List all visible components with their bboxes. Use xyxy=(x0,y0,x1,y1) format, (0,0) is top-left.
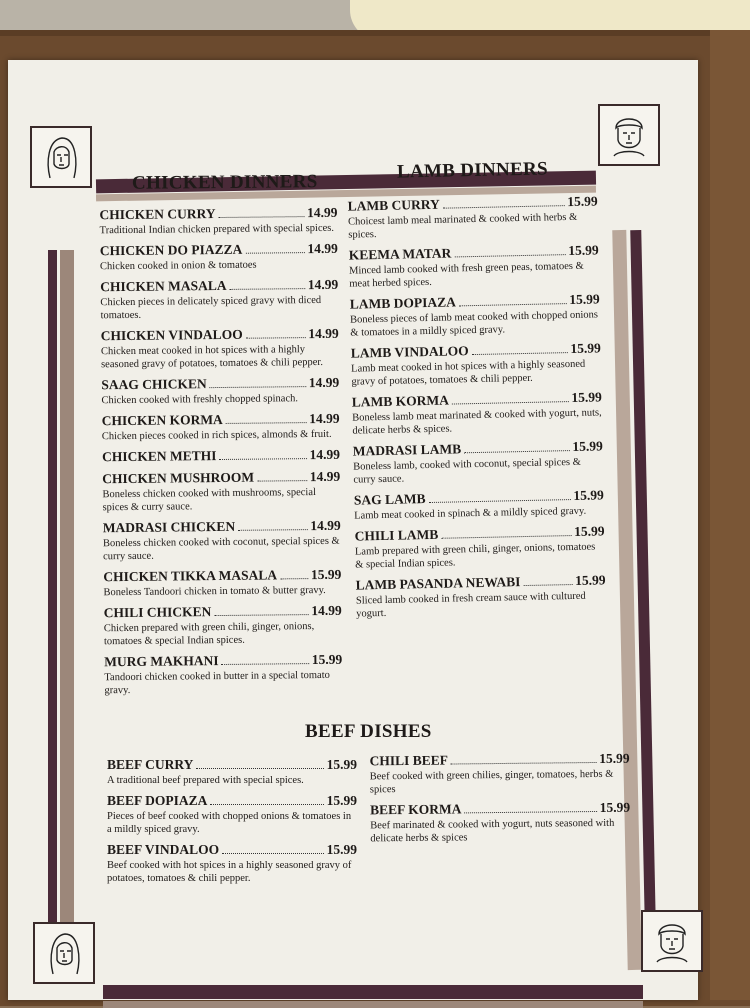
dot-leader xyxy=(472,352,568,355)
woman-portrait-icon xyxy=(30,126,92,188)
menu-item-price: 15.99 xyxy=(326,842,357,857)
menu-item-name: CHICKEN CURRY xyxy=(99,206,216,223)
menu-item-name: MADRASI LAMB xyxy=(352,441,462,459)
menu-item-line xyxy=(100,241,338,259)
menu-item-name: MURG MAKHANI xyxy=(104,653,219,670)
dot-leader xyxy=(210,804,323,805)
menu-item-name: CHICKEN MUSHROOM xyxy=(102,469,255,487)
menu-item xyxy=(102,447,340,465)
chicken-menu-list xyxy=(99,205,342,703)
menu-item-description: Chicken prepared with green chili, ginger, onions, tomatoes & special Indian spices. xyxy=(103,621,315,648)
menu-item xyxy=(349,242,600,290)
menu-item-price: 15.99 xyxy=(326,793,357,808)
menu-item-name: KEEMA MATAR xyxy=(348,245,452,263)
menu-item-line xyxy=(102,469,340,487)
menu-item-price: 15.99 xyxy=(573,487,604,503)
menu-item-line xyxy=(103,567,341,585)
menu-item-description: Chicken cooked in onion & tomatoes xyxy=(99,259,257,273)
menu-item xyxy=(107,842,357,885)
woman-portrait-icon xyxy=(33,922,95,984)
turbaned-man-portrait-icon xyxy=(598,104,660,166)
menu-item-description: Boneless chicken cooked with coconut, special spices & curry sauce. xyxy=(102,535,340,563)
dot-leader xyxy=(280,578,308,579)
menu-item-name: SAG LAMB xyxy=(353,491,426,508)
menu-item xyxy=(99,205,337,237)
menu-item-line xyxy=(107,757,357,773)
menu-item-price: 15.99 xyxy=(311,651,343,668)
menu-item-name: CHILI CHICKEN xyxy=(103,604,212,621)
menu-item-description: Lamb prepared with green chili, ginger, onions, tomatoes & special Indian spices. xyxy=(354,541,596,571)
menu-item-description: Chicken pieces cooked in rich spices, almonds & fruit. xyxy=(101,428,332,443)
frame-bar-left xyxy=(48,250,57,980)
menu-item xyxy=(103,567,341,599)
menu-item-line xyxy=(102,411,340,429)
menu-item xyxy=(104,603,342,648)
menu-item-name: MADRASI CHICKEN xyxy=(102,518,236,536)
menu-item-description: Chicken cooked with freshly chopped spinach. xyxy=(101,393,299,407)
menu-item-price: 14.99 xyxy=(310,517,341,534)
menu-item-name: LAMB CURRY xyxy=(347,196,440,214)
menu-item-line xyxy=(369,751,629,770)
lamb-menu-list xyxy=(348,193,607,626)
menu-item-price: 15.99 xyxy=(567,193,598,210)
frame-bar-left-accent xyxy=(60,250,74,980)
menu-item xyxy=(104,652,342,697)
dot-leader xyxy=(219,216,304,218)
menu-item xyxy=(350,291,601,339)
menu-item-price: 15.99 xyxy=(570,340,601,357)
menu-item-description: Boneless chicken cooked with mushrooms, special spices & curry sauce. xyxy=(102,487,316,514)
menu-item-name: CHICKEN TIKKA MASALA xyxy=(103,567,278,585)
dot-leader xyxy=(451,762,596,765)
menu-item-price: 15.99 xyxy=(599,799,631,815)
menu-item-name: BEEF DOPIAZA xyxy=(107,793,208,808)
menu-item xyxy=(351,340,602,388)
menu-item-description: Chicken meat cooked in hot spices with a highly seasoned gravy of potatoes, tomatoes & chili pepper. xyxy=(100,344,324,371)
menu-item-name: LAMB PASANDA NEWABI xyxy=(355,574,521,593)
menu-item xyxy=(102,469,340,514)
menu-item-name: BEEF CURRY xyxy=(107,757,194,772)
dot-leader xyxy=(219,458,306,460)
menu-item xyxy=(107,793,357,836)
menu-item-name: CHICKEN DO PIAZZA xyxy=(99,241,243,259)
dot-leader xyxy=(465,811,597,813)
menu-item-price: 15.99 xyxy=(574,523,605,539)
dot-leader xyxy=(226,422,307,424)
menu-item-description: Boneless lamb, cooked with coconut, special spices & curry sauce. xyxy=(353,456,581,486)
dot-leader xyxy=(214,614,308,616)
menu-item xyxy=(353,438,604,486)
menu-item-name: CHILI BEEF xyxy=(369,752,449,769)
menu-item-description: Traditional Indian chicken prepared with special spices. xyxy=(99,222,335,237)
dot-leader xyxy=(222,663,309,665)
menu-item xyxy=(348,193,599,241)
menu-item xyxy=(354,487,605,522)
menu-item xyxy=(103,518,341,563)
menu-item-line xyxy=(101,326,339,344)
menu-item-price: 14.99 xyxy=(308,325,339,342)
dot-leader xyxy=(230,288,305,290)
menu-item-price: 15.99 xyxy=(571,389,602,406)
menu-item xyxy=(354,523,605,571)
dot-leader xyxy=(443,205,564,209)
dot-leader xyxy=(523,584,572,586)
binder-edge xyxy=(710,30,750,1000)
menu-item-line xyxy=(107,842,357,858)
menu-item-line xyxy=(102,447,340,465)
dot-leader xyxy=(454,254,565,257)
dot-leader xyxy=(222,853,323,854)
dot-leader xyxy=(464,450,569,453)
menu-item-description: Lamb meat cooked in hot spices with a highly seasoned gravy of potatoes, tomatoes & chili pepper. xyxy=(351,358,586,388)
frame-bar-bottom xyxy=(103,985,643,999)
menu-item-price: 14.99 xyxy=(309,410,340,427)
menu-item-price: 15.99 xyxy=(569,291,600,308)
turbaned-man-portrait-icon xyxy=(641,910,703,972)
menu-item xyxy=(101,375,339,407)
menu-item-description: Beef cooked with green chilies, ginger, tomatoes, herbs & spices xyxy=(369,768,614,796)
dot-leader xyxy=(210,386,306,388)
menu-item xyxy=(352,389,603,437)
menu-item-description: Boneless lamb meat marinated & cooked with yogurt, nuts, delicate herbs & spices. xyxy=(352,407,602,437)
menu-item-price: 14.99 xyxy=(308,374,340,391)
menu-item-line xyxy=(100,277,338,295)
menu-item-line xyxy=(99,205,337,223)
menu-item xyxy=(101,326,339,371)
menu-item-name: LAMB VINDALOO xyxy=(350,343,469,361)
menu-item xyxy=(107,757,357,787)
dot-leader xyxy=(196,768,323,769)
menu-item-name: LAMB KORMA xyxy=(351,392,450,410)
menu-item-description: Minced lamb cooked with fresh green peas, tomatoes & meat herbed spices. xyxy=(348,260,584,290)
menu-item-price: 14.99 xyxy=(307,276,339,293)
menu-item-line xyxy=(103,518,341,536)
menu-item-description: Boneless Tandoori chicken in tomato & butter gravy. xyxy=(103,584,326,599)
menu-item-line xyxy=(370,800,630,819)
menu-item-line xyxy=(107,793,357,809)
frame-bar-bottom-accent xyxy=(103,1001,643,1008)
menu-item-name: CHICKEN METHI xyxy=(101,448,217,465)
menu-item xyxy=(100,241,338,273)
menu-item xyxy=(355,572,606,620)
beef-menu-list-left xyxy=(107,757,357,891)
dot-leader xyxy=(441,535,571,539)
menu-item-price: 14.99 xyxy=(307,240,338,257)
menu-item xyxy=(370,800,630,846)
menu-item-name: CHILI LAMB xyxy=(354,526,439,544)
dot-leader xyxy=(257,480,307,482)
dot-leader xyxy=(429,499,571,503)
menu-item-description: Tandoori chicken cooked in butter in a special tomato gravy. xyxy=(104,669,330,697)
menu-item-line xyxy=(104,652,342,670)
menu-item-name: CHICKEN KORMA xyxy=(101,411,223,429)
menu-item-line xyxy=(104,603,342,621)
menu-item xyxy=(102,411,340,443)
menu-item-description: Pieces of beef cooked with chopped onions & tomatoes in a mildly spiced gravy. xyxy=(107,811,352,835)
menu-item-name: CHICKEN MASALA xyxy=(100,277,227,295)
menu-item-name: BEEF KORMA xyxy=(370,801,462,818)
menu-item-price: 15.99 xyxy=(310,566,342,583)
menu-item-description: Sliced lamb cooked in fresh cream sauce with cultured yogurt. xyxy=(355,590,586,620)
menu-item-price: 15.99 xyxy=(572,438,603,455)
menu-item-price: 14.99 xyxy=(309,446,341,463)
menu-item-price: 14.99 xyxy=(307,204,338,221)
beef-menu-list-right xyxy=(369,751,630,852)
dot-leader xyxy=(246,337,306,339)
menu-item-price: 14.99 xyxy=(311,602,342,619)
menu-item-price: 15.99 xyxy=(326,757,357,772)
menu-item-description: Chicken pieces in delicately spiced gravy with diced tomatoes. xyxy=(100,294,322,322)
lamb-dinners-heading: LAMB DINNERS xyxy=(396,158,549,183)
menu-item-description: Choicest lamb meal marinated & cooked with herbs & spices. xyxy=(347,211,578,241)
menu-item-name: SAAG CHICKEN xyxy=(101,376,207,393)
dot-leader xyxy=(238,529,307,531)
menu-item-name: BEEF VINDALOO xyxy=(107,842,220,857)
menu-item-description: Beef marinated & cooked with yogurt, nuts seasoned with delicate herbs & spices xyxy=(370,817,615,845)
menu-item-name: CHICKEN VINDALOO xyxy=(100,326,243,344)
dot-leader xyxy=(452,401,568,404)
dot-leader xyxy=(245,252,304,254)
chicken-dinners-heading: CHICKEN DINNERS xyxy=(131,171,318,194)
menu-item-price: 15.99 xyxy=(568,242,599,259)
beef-dishes-heading: BEEF DISHES xyxy=(305,721,432,742)
dot-leader xyxy=(459,303,566,306)
menu-item xyxy=(369,751,629,797)
menu-item-description: Boneless pieces of lamb meat cooked with chopped onions & tomatoes in a mildly spiced gravy. xyxy=(349,309,599,339)
menu-item-line xyxy=(101,375,339,393)
menu-item-description: Lamb meat cooked in spinach & a mildly spiced gravy. xyxy=(354,505,587,522)
menu-item-price: 15.99 xyxy=(599,750,630,766)
menu-item-description: Beef cooked with hot spices in a highly seasoned gravy of potatoes, tomatoes & chili pepper. xyxy=(107,860,352,884)
menu-item-name: LAMB DOPIAZA xyxy=(349,294,457,312)
menu-item-price: 15.99 xyxy=(575,572,606,588)
menu-item-price: 14.99 xyxy=(309,468,341,485)
menu-item xyxy=(100,277,338,322)
menu-item-description: A traditional beef prepared with special spices. xyxy=(107,775,304,786)
